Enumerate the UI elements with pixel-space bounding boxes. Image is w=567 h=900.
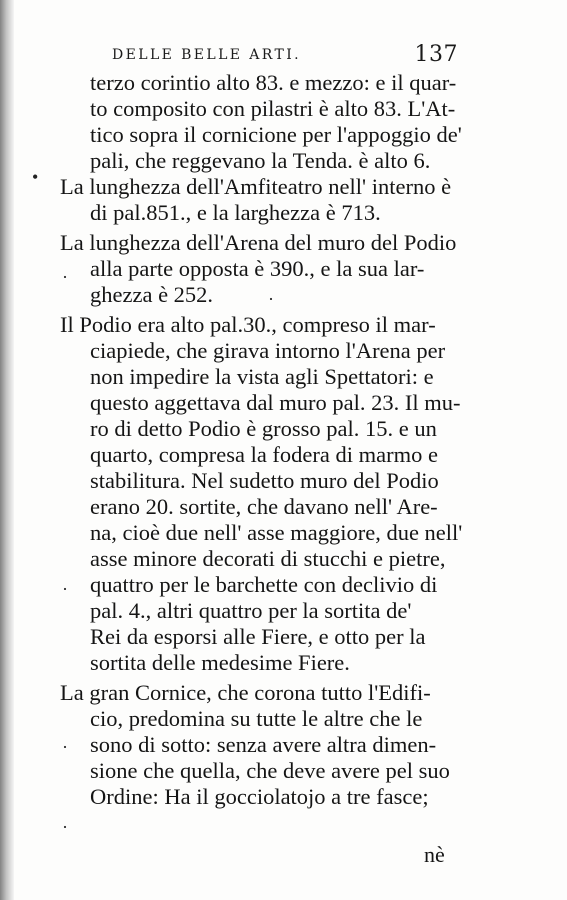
running-head: DELLE BELLE ARTI. — [112, 47, 302, 63]
ink-speck: · — [62, 267, 68, 287]
text-line: pali, che reggevano la Tenda. è alto 6. — [90, 148, 431, 173]
text-line: ghezza è 252. — [90, 282, 214, 307]
text-line: to composito con pilastri è alto 83. L'At- — [90, 96, 456, 121]
ink-speck: · — [62, 579, 68, 599]
ink-speck: · — [62, 737, 68, 757]
text-line: questo aggettava dal muro pal. 23. Il mu- — [90, 390, 461, 415]
text-line: ro di detto Podio è grosso pal. 15. e un — [90, 416, 437, 441]
text-line: La gran Cornice, che corona tutto l'Edifi- — [60, 680, 431, 705]
ink-speck: • — [32, 167, 39, 187]
text-line: erano 20. sortite, che davano nell' Are- — [90, 494, 438, 519]
ink-speck: · — [268, 289, 274, 309]
text-line: alla parte opposta è 390., e la sua lar- — [90, 256, 425, 281]
ink-speck: · — [62, 817, 68, 837]
text-line: La lunghezza dell'Arena del muro del Podio — [60, 230, 457, 255]
text-line: Ordine: Ha il gocciolatojo a tre fasce; — [90, 784, 429, 809]
text-line: cio, predomina su tutte le altre che le — [90, 706, 423, 731]
text-line: quattro per le barchette con declivio di — [90, 572, 438, 597]
text-line: pal. 4., altri quattro per la sortita de' — [90, 598, 412, 623]
text-line: di pal.851., e la larghezza è 713. — [90, 200, 381, 225]
text-line: non impedire la vista agli Spettatori: e — [90, 364, 434, 389]
page-number: 137 — [414, 42, 458, 67]
catchword: nè — [424, 842, 445, 867]
text-line: sono di sotto: senza avere altra dimen- — [90, 732, 437, 757]
text-line: tico sopra il cornicione per l'appoggio de' — [90, 122, 462, 147]
text-line: stabilitura. Nel sudetto muro del Podio — [90, 468, 439, 493]
text-line: ciapiede, che girava intorno l'Arena per — [90, 338, 446, 363]
text-line: sortita delle medesime Fiere. — [90, 650, 350, 675]
text-line: quarto, compresa la fodera di marmo e — [90, 442, 438, 467]
text-line: na, cioè due nell' asse maggiore, due nell' — [90, 520, 463, 545]
text-line: Rei da esporsi alle Fiere, e otto per la — [90, 624, 426, 649]
text-line: sione che quella, che deve avere pel suo — [90, 758, 450, 783]
text-line: asse minore decorati di stucchi e pietre, — [90, 546, 446, 571]
text-line: La lunghezza dell'Amfiteatro nell' interno è — [60, 174, 452, 199]
text-line: terzo corintio alto 83. e mezzo: e il quar- — [90, 70, 457, 95]
text-line: Il Podio era alto pal.30., compreso il mar- — [60, 312, 436, 337]
